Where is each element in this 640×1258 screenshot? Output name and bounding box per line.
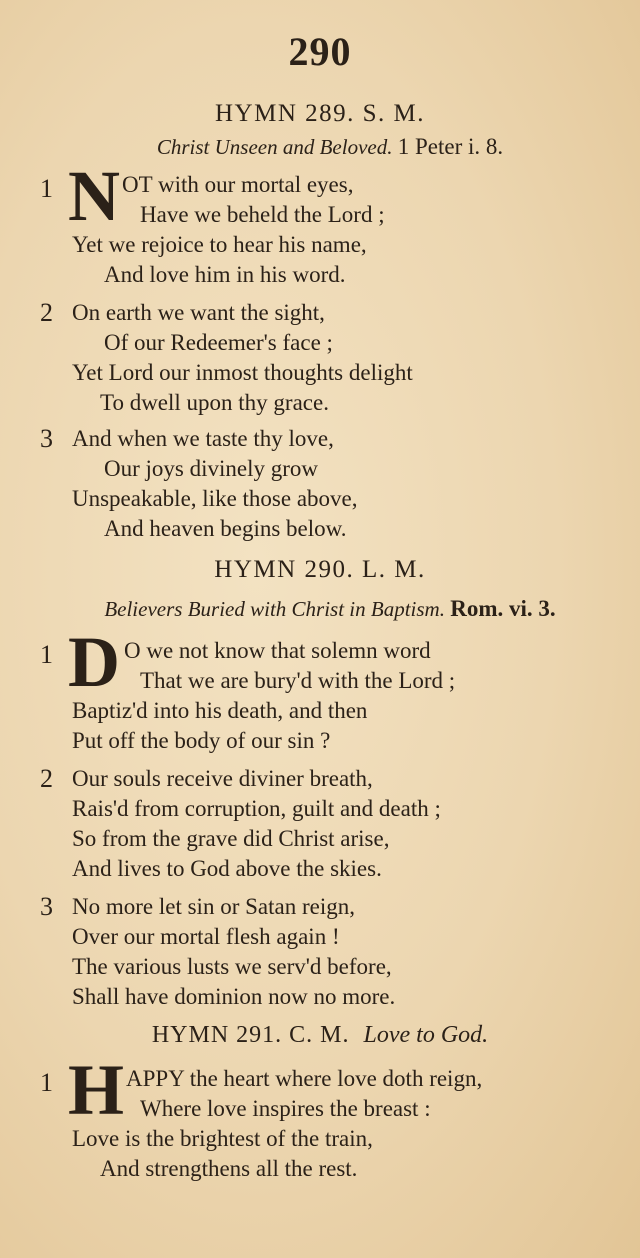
verse-line: Shall have dominion now no more. (72, 984, 396, 1009)
verse-line: Where love inspires the breast : (140, 1096, 431, 1121)
verse-number: 3 (40, 892, 53, 921)
drop-cap: N (68, 156, 120, 236)
hymn-290-reference: Rom. vi. 3. (450, 596, 556, 621)
hymn-290-subtitle (30, 596, 630, 622)
verse-line: Love is the brightest of the train, (72, 1126, 373, 1151)
verse-number: 1 (40, 174, 53, 203)
hymn-289-subtitle (30, 134, 630, 160)
verse-line: OT with our mortal eyes, (122, 172, 354, 197)
verse-line: Over our mortal flesh again ! (72, 924, 340, 949)
verse-number: 2 (40, 764, 53, 793)
hymn-291-subtitle: Love to God. (363, 1022, 489, 1048)
verse-line: Yet we rejoice to hear his name, (72, 232, 367, 257)
verse-line: Unspeakable, like those above, (72, 486, 358, 511)
verse-line: And when we taste thy love, (72, 426, 334, 451)
verse-line: Have we beheld the Lord ; (140, 202, 385, 227)
verse-number: 1 (40, 1068, 53, 1097)
verse-line: That we are bury'd with the Lord ; (140, 668, 456, 693)
verse-line: And strengthens all the rest. (100, 1156, 358, 1181)
verse-line: Our joys divinely grow (104, 456, 319, 481)
verse-line: Our souls receive diviner breath, (72, 766, 373, 791)
drop-cap: D (68, 622, 120, 702)
verse-line: And love him in his word. (104, 262, 346, 287)
page-number: 290 (288, 29, 352, 74)
verse-line: Yet Lord our inmost thoughts delight (72, 360, 413, 385)
hymn-290-subtitle-text: Believers Buried with Christ in Baptism. (104, 597, 445, 621)
verse-line: The various lusts we serv'd before, (72, 954, 392, 979)
verse-line: To dwell upon thy grace. (100, 390, 329, 415)
verse-line: Of our Redeemer's face ; (104, 330, 333, 355)
verse-number: 2 (40, 298, 53, 327)
hymn-289-reference: 1 Peter i. 8. (397, 134, 504, 159)
verse-number: 1 (40, 640, 53, 669)
verse-number: 3 (40, 424, 53, 453)
verse-line: Rais'd from corruption, guilt and death ; (72, 796, 441, 821)
verse-line: On earth we want the sight, (72, 300, 325, 325)
verse-line: Baptiz'd into his death, and then (72, 698, 368, 723)
verse-line: And heaven begins below. (104, 516, 347, 541)
hymn-291-heading (0, 1022, 640, 1049)
hymn-289-subtitle-text: Christ Unseen and Beloved. (156, 135, 393, 159)
verse-line: And lives to God above the skies. (72, 856, 382, 881)
hymn-290-title: HYMN 290. L. M. (214, 556, 426, 583)
verse-line: So from the grave did Christ arise, (72, 826, 390, 851)
verse-line: APPY the heart where love doth reign, (126, 1066, 483, 1091)
hymn-291-title: HYMN 291. C. M. (151, 1022, 350, 1048)
verse-line: No more let sin or Satan reign, (72, 894, 355, 919)
verse-line: O we not know that solemn word (124, 638, 431, 663)
drop-cap: H (68, 1050, 125, 1130)
hymn-289-title: HYMN 289. S. M. (214, 100, 426, 127)
verse-line: Put off the body of our sin ? (72, 728, 331, 753)
